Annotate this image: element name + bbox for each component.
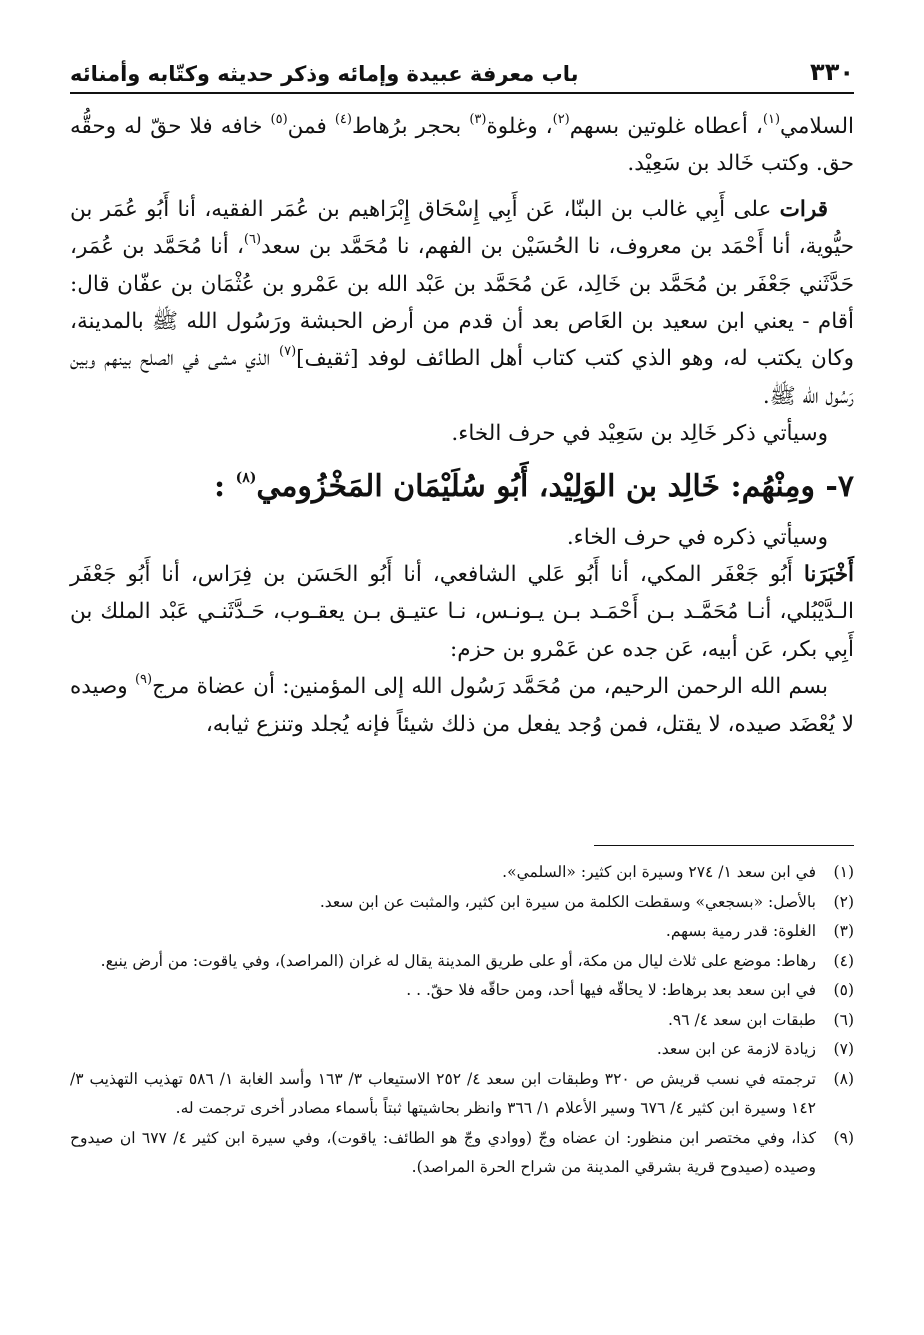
text-run: الذي مشى في الصلح بينهم وبين رَسُول الله ﷺ.: [70, 346, 854, 409]
paragraph-6: [70, 668, 854, 743]
text-run: ، أعطاه غلوتين بسهم: [569, 114, 763, 139]
paragraph-1: [70, 108, 854, 183]
text-run: فمن: [287, 114, 335, 139]
text-run: أَبُو جَعْفَر المكي، أنا أَبُو عَلي الشافعي، أنا أَبُو الحَسَن بن فِرَاس، أنا أَبُو جَعْفَر الـدَّيْبُلي، أنـا مُحَمَّـد بـن أَحْمَـد بـن يـونـس، نـا عتيـق بـن يعقـوب، حَـدَّثَنـي عَبْد الملك بن أَبِي بكر، عَن أبيه، عَن جده عن عَمْرو بن حزم:: [70, 562, 854, 662]
entry-heading: [70, 461, 854, 513]
footnote-number: (١): [833, 863, 854, 881]
footnote-text: بالأصل: «بسجعي» وسقطت الكلمة من سيرة ابن كثير، والمثبت عن ابن سعد.: [319, 892, 816, 911]
footnote-text: في ابن سعد ١/ ٢٧٤ وسيرة ابن كثير: «السلمي».: [502, 863, 816, 881]
footnote-text: رهاط: موضع على ثلاث ليال من مكة، أو على طريق المدينة يقال له غران (المراصد)، وفي ياقوت: من أرض ينبع.: [100, 951, 816, 970]
footnote-number: (٨): [833, 1069, 854, 1088]
isnad-lead: أَخْبَرَنا: [803, 562, 854, 588]
footnote-ref-9: (٩): [134, 672, 153, 688]
running-title: باب معرفة عبيدة وإمائه وذكر حديثه وكتّابه وأمنائه: [70, 62, 579, 86]
footnote-text: ترجمته في نسب قريش ص ٣٢٠ وطبقات ابن سعد ٤/ ٢٥٢ الاستيعاب ٣/ ١٦٣ وأسد الغابة ١/ ٥٨٦ تهذيب التهذيب ٣/ ١٤٢ وسيرة ابن كثير ٤/ ٦٧٦ وسير الأعلام ١/ ٣٦٦ وانظر بحاشيتها ثبتاً بأسماء مصادر أخرى ترجمت له.: [70, 1069, 817, 1117]
footnote-text: طبقات ابن سعد ٤/ ٩٦.: [667, 1010, 816, 1029]
paragraph-5: [70, 556, 854, 668]
footnote: [70, 888, 854, 918]
footnote-ref-2: (٢): [552, 112, 570, 127]
text-run: ، أنا مُحَمَّد بن عُمَر، حَدَّثَني جَعْفَر بن مُحَمَّد بن خَالِد، عَن مُحَمَّد بن عَبْد الله بن عَمْرو بن عُثْمَان بن عفّان قال: أقام - يعني ابن سعيد بن العَاص بعد أن قدم من أرض الحبشة ورَسُول الله ﷺ بالمدينة، وكان يكتب له، وهو الذي كتب كتاب أهل الطائف لوفد [ثقيف]: [70, 234, 854, 372]
footnote-ref-3: (٣): [469, 112, 487, 127]
isnad-lead: قرات: [779, 196, 828, 222]
footnote: [70, 976, 854, 1006]
footnote-text: في ابن سعد بعد برهاط: لا يحاقّه فيها أحد، ومن حاقّه فلا حقّ. . .: [406, 981, 816, 999]
text-run: بحجر برُهاط: [351, 114, 470, 139]
footnote: [70, 917, 854, 947]
footnote-number: (٦): [833, 1010, 854, 1029]
text-run: على أَبِي غالب بن البنّا، عَن أَبِي إِسْحَاق إِبْرَاهيم بن عُمَر الفقيه، أنا أَبُو عُمَر بن حيُّوية، أنا أَحْمَد بن معروف، نا الحُسَيْن بن الفهم، نا مُحَمَّد بن سعد: [70, 196, 854, 260]
header-rule: [70, 92, 854, 94]
heading-tail: :: [214, 468, 236, 504]
paragraph-4: وسيأتي ذكره في حرف الخاء.: [566, 524, 828, 550]
footnote-number: (٣): [833, 922, 854, 940]
footnote-number: (٢): [833, 892, 854, 911]
footnote-text: كذا، وفي مختصر ابن منظور: ان عضاه وجّ (ووادي وجّ هو الطائف: ياقوت)، وفي سيرة ابن كثير ٤/ ٦٧٧ ان صيدوح وصيده (صيدوح قرية بشرقي المدينة من شراح الحرة المراصد).: [70, 1128, 816, 1176]
footnote: [70, 947, 854, 977]
footnote-number: (٧): [833, 1040, 854, 1058]
footnote-ref-4: (٤): [334, 112, 352, 127]
footnote: [70, 1006, 854, 1036]
main-text: [70, 108, 854, 743]
text-run: السلامي: [780, 114, 854, 139]
footnote-text: الغلوة: قدر رمية بسهم.: [665, 922, 816, 940]
page-header: [70, 52, 854, 86]
footnote-ref-8: (٨): [235, 469, 257, 486]
footnote: [70, 1124, 854, 1183]
footnote: [70, 1065, 854, 1124]
footnote-number: (٥): [833, 981, 854, 999]
footnote-number: (٩): [833, 1128, 854, 1147]
text-run: بسم الله الرحمن الرحيم، من مُحَمَّد رَسُول الله إلى المؤمنين: أن عضاة مرج: [152, 674, 828, 700]
footnote-number: (٤): [833, 951, 854, 970]
page-number: ٣٣٠: [810, 58, 854, 86]
footnote-ref-1: (١): [762, 112, 781, 127]
footnote-ref-6: (٦): [243, 232, 262, 248]
text-run: وصيده لا يُعْضَد صيده، لا يقتل، فمن وُجد يفعل من ذلك شيئاً فإنه يُجلد وتنزع ثيابه،: [70, 674, 854, 737]
footnote-ref-5: (٥): [270, 112, 288, 127]
paragraph-3: وسيأتي ذكر خَالِد بن سَعِيْد في حرف الخاء.: [451, 421, 828, 447]
text-run: ، وغلوة: [486, 114, 553, 139]
footnote-rule: [594, 845, 854, 846]
footnote: [70, 858, 854, 888]
text-run: خافه فلا حقّ له وحقُّه حق. وكتب خَالد بن سَعِيْد.: [70, 114, 854, 177]
heading-text: ٧- ومِنْهُم: خَالِد بن الوَلِيْد، أَبُو سُلَيْمَان المَخْزُومي: [256, 468, 854, 504]
footnote-ref-7: (٧): [279, 344, 297, 360]
footnote: [70, 1035, 854, 1065]
paragraph-2: [70, 191, 854, 415]
footnotes: [70, 858, 854, 1183]
footnote-text: زيادة لازمة عن ابن سعد.: [656, 1040, 816, 1058]
